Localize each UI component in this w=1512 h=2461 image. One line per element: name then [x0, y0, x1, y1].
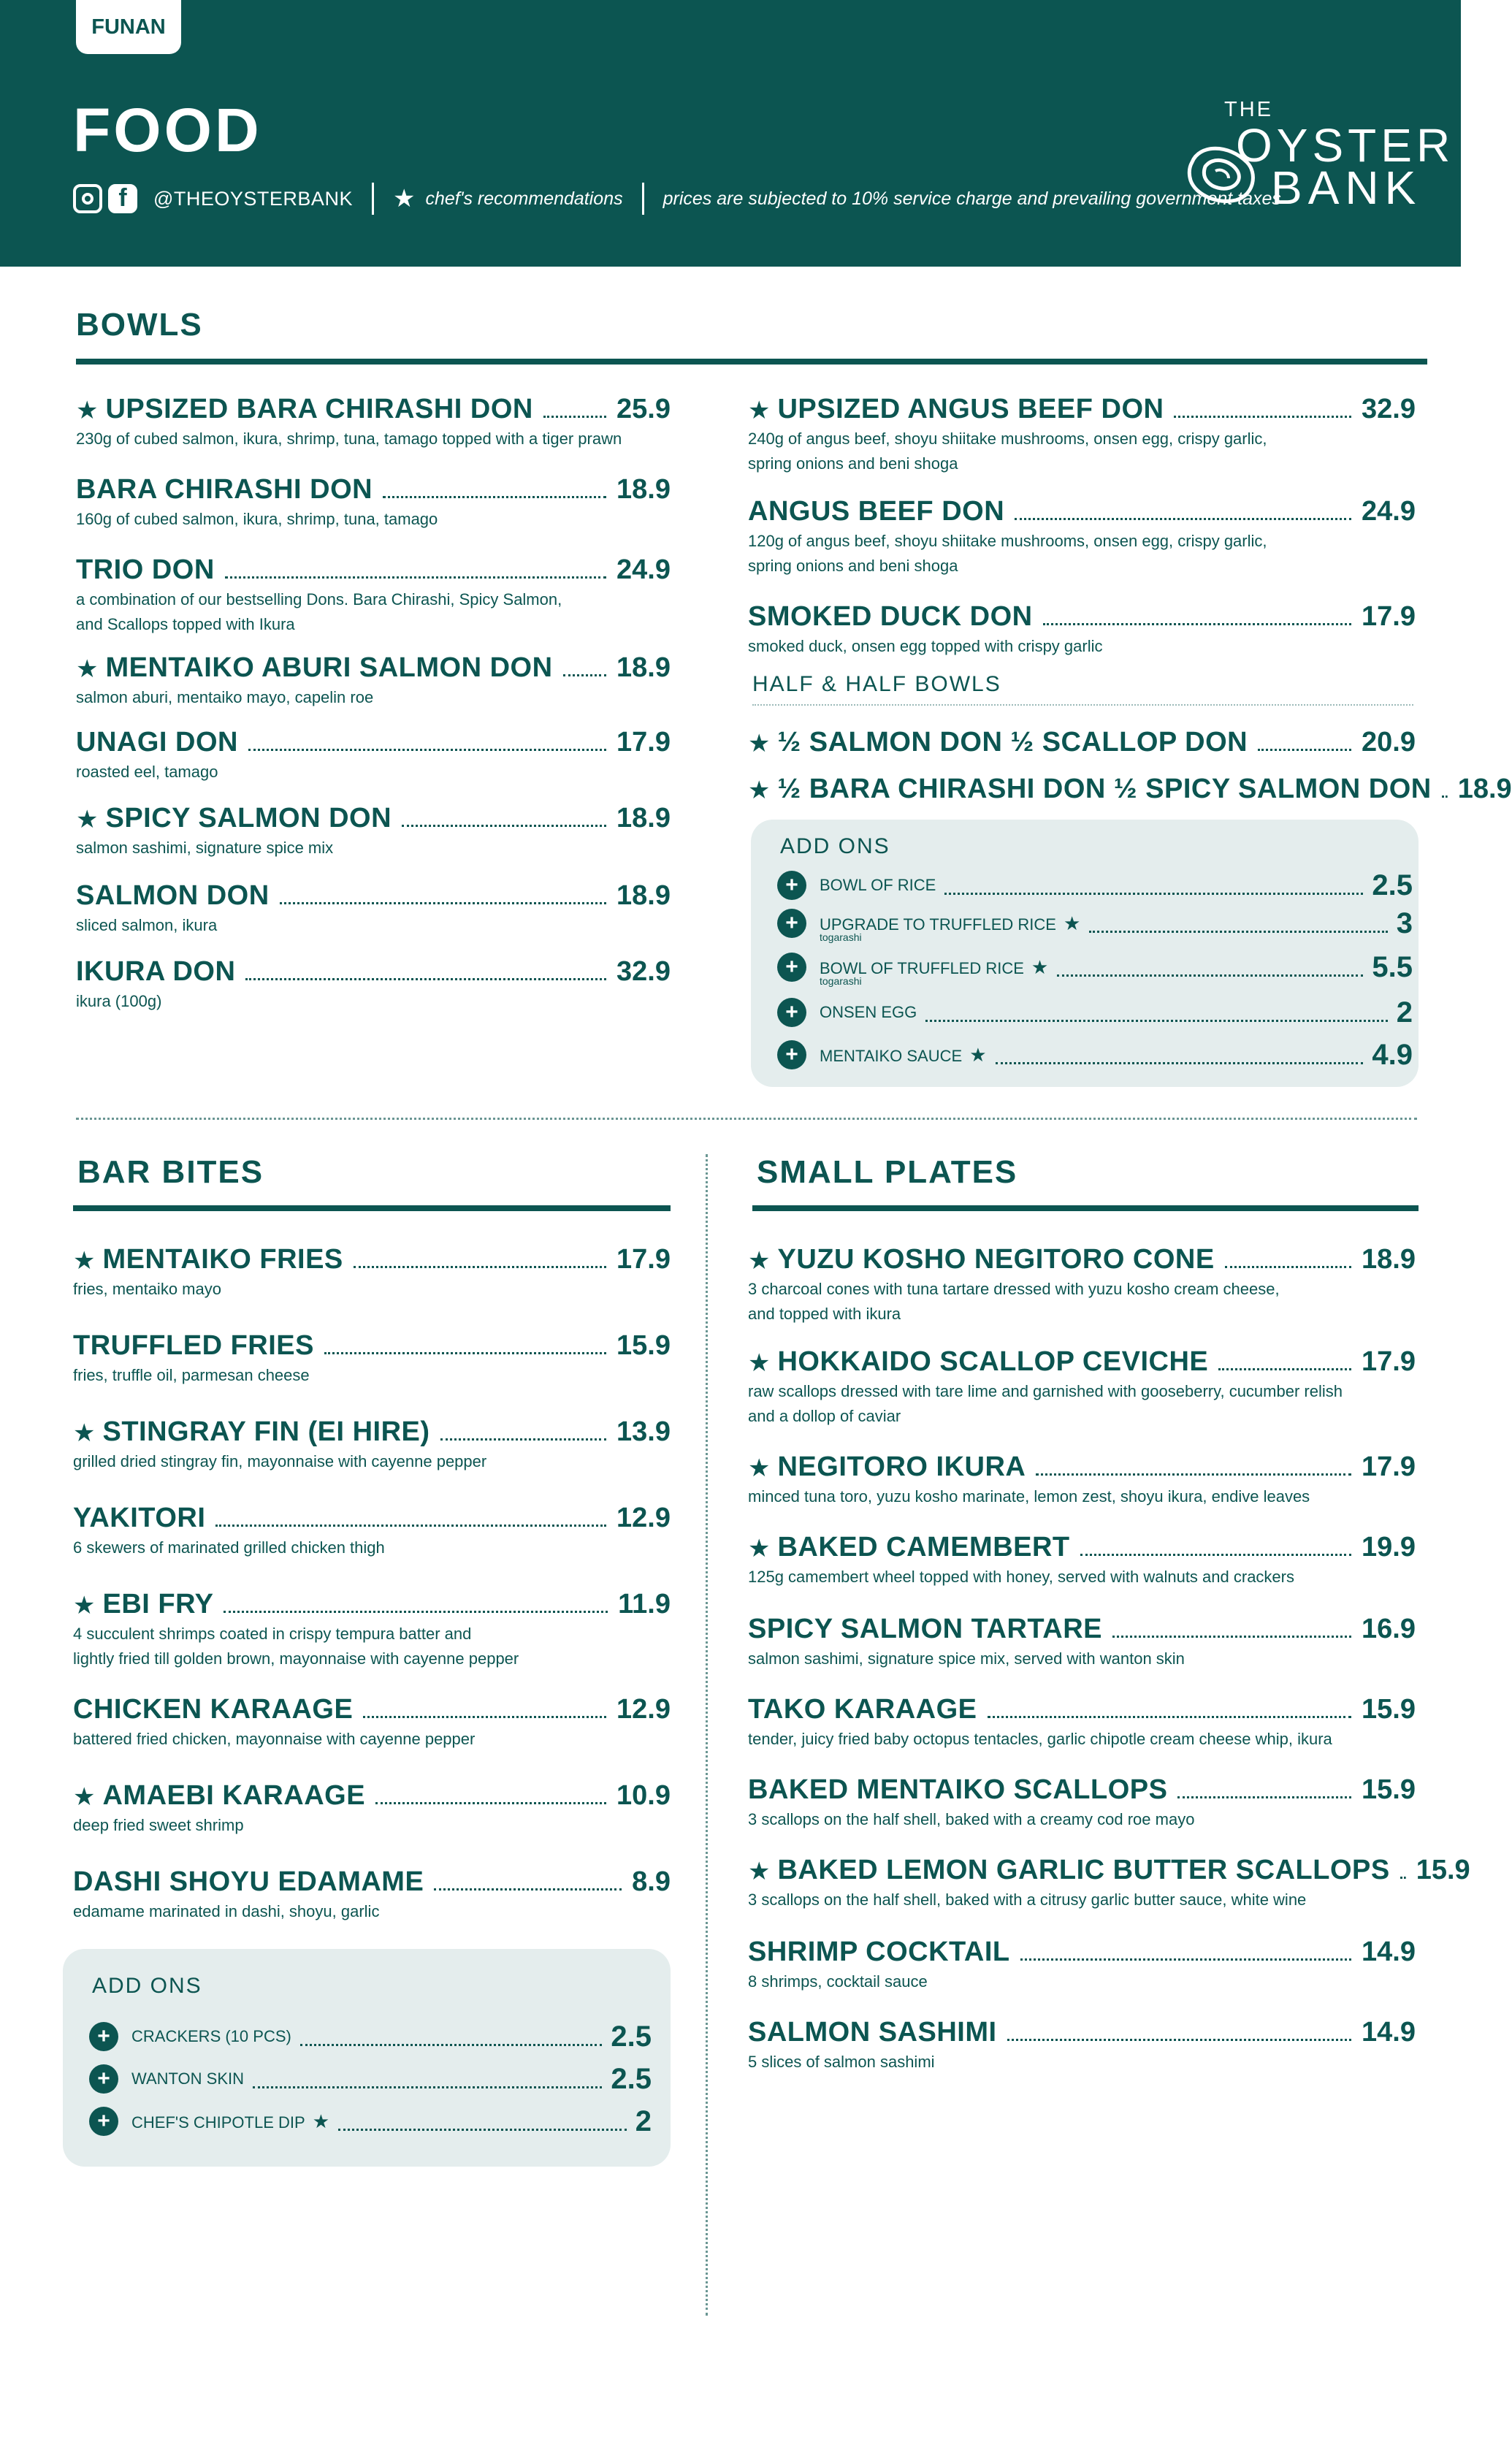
- item-price: 10.9: [616, 1780, 671, 1811]
- addon-row[interactable]: [777, 907, 1413, 943]
- item-name: UPSIZED BARA CHIRASHI DON: [105, 394, 533, 424]
- item-name: UPSIZED ANGUS BEEF DON: [777, 394, 1164, 424]
- menu-item[interactable]: [76, 720, 671, 785]
- item-desc: a combination of our bestselling Dons. Bara Chirashi, Spicy Salmon,: [76, 590, 562, 608]
- star-icon: ★: [312, 2110, 329, 2132]
- menu-item[interactable]: [73, 1687, 671, 1752]
- item-price: 17.9: [616, 1244, 671, 1275]
- item-price: 17.9: [1362, 1346, 1416, 1377]
- star-icon: ★: [748, 1535, 771, 1563]
- item-price: 12.9: [616, 1503, 671, 1533]
- addon-sub: togarashi: [820, 974, 862, 987]
- item-desc: and Scallops topped with Ikura: [76, 615, 295, 633]
- item-price: 17.9: [1362, 601, 1416, 632]
- plus-icon[interactable]: +: [89, 2107, 118, 2136]
- star-icon: ★: [76, 397, 99, 424]
- section-rule: [73, 1205, 671, 1211]
- item-desc: roasted eel, tamago: [76, 763, 218, 781]
- item-name: BAKED LEMON GARLIC BUTTER SCALLOPS: [777, 1855, 1390, 1885]
- menu-item[interactable]: [748, 1445, 1416, 1509]
- item-desc: lightly fried till golden brown, mayonnaise with cayenne pepper: [73, 1649, 519, 1668]
- item-price: 15.9: [1362, 1694, 1416, 1725]
- star-icon: ★: [748, 1247, 771, 1275]
- divider: [642, 183, 644, 215]
- item-price: 8.9: [632, 1866, 671, 1897]
- item-name: UNAGI DON: [76, 727, 238, 758]
- item-price: 14.9: [1362, 1937, 1416, 1967]
- item-desc: battered fried chicken, mayonnaise with cayenne pepper: [73, 1730, 476, 1748]
- addon-name: BOWL OF TRUFFLED RICE: [820, 958, 1024, 977]
- addons-title: ADD ONS: [92, 1974, 202, 1998]
- oyster-bank-logo: [1185, 95, 1455, 214]
- item-name: MENTAIKO ABURI SALMON DON: [105, 652, 553, 683]
- menu-item[interactable]: [76, 950, 671, 1014]
- addon-row[interactable]: [777, 1039, 1413, 1071]
- item-name: BAKED MENTAIKO SCALLOPS: [748, 1774, 1168, 1805]
- star-icon: ★: [969, 1043, 987, 1066]
- plus-icon[interactable]: +: [89, 2022, 118, 2051]
- item-desc: fries, truffle oil, parmesan cheese: [73, 1366, 310, 1384]
- star-icon: ★: [748, 1349, 771, 1377]
- item-desc: 3 charcoal cones with tuna tartare dressed with yuzu kosho cream cheese,: [748, 1280, 1280, 1298]
- addon-sub: togarashi: [820, 931, 862, 943]
- item-price: 15.9: [616, 1330, 671, 1361]
- item-desc: 240g of angus beef, shoyu shiitake mushrooms, onsen egg, crispy garlic,: [748, 430, 1267, 448]
- addon-name: MENTAIKO SAUCE: [820, 1046, 963, 1065]
- item-desc: 125g camembert wheel topped with honey, served with walnuts and crackers: [748, 1568, 1294, 1586]
- item-price: 11.9: [618, 1589, 671, 1619]
- menu-item[interactable]: [748, 1607, 1416, 1671]
- plus-icon[interactable]: +: [777, 871, 806, 900]
- addon-price: 2.5: [611, 2020, 652, 2053]
- star-icon: ★: [73, 1419, 96, 1447]
- menu-item[interactable]: [76, 548, 671, 637]
- menu-item[interactable]: [76, 468, 671, 532]
- oyster-shell-icon: [1185, 140, 1258, 206]
- star-icon: ★: [748, 777, 771, 804]
- item-price: 18.9: [616, 880, 671, 911]
- item-price: 32.9: [1362, 394, 1416, 424]
- item-price: 18.9: [616, 803, 671, 833]
- item-desc: raw scallops dressed with tare lime and garnished with gooseberry, cucumber relish: [748, 1382, 1343, 1400]
- addon-row[interactable]: [777, 869, 1413, 901]
- section-rule: [76, 359, 1427, 365]
- star-icon: ★: [73, 1783, 96, 1811]
- plus-icon[interactable]: +: [777, 998, 806, 1027]
- logo-bank: BANK: [1271, 161, 1422, 214]
- addon-row[interactable]: [89, 2063, 652, 2095]
- social-handle[interactable]: @THEOYSTERBANK: [153, 187, 353, 210]
- bar-bites-addons-box: [63, 1949, 671, 2167]
- menu-item[interactable]: [73, 1774, 671, 1838]
- page-title: FOOD: [73, 96, 262, 164]
- item-price: 12.9: [616, 1694, 671, 1725]
- item-name: SALMON SASHIMI: [748, 2017, 997, 2048]
- menu-item[interactable]: [748, 1237, 1416, 1327]
- facebook-icon[interactable]: f: [108, 184, 137, 213]
- item-name: BARA CHIRASHI DON: [76, 474, 373, 505]
- item-name: YAKITORI: [73, 1503, 206, 1533]
- addon-row[interactable]: [777, 996, 1413, 1029]
- menu-item[interactable]: [748, 1340, 1416, 1429]
- addon-price: 2.5: [1372, 869, 1413, 901]
- item-desc: spring onions and beni shoga: [748, 454, 958, 473]
- item-desc: salmon sashimi, signature spice mix: [76, 839, 334, 857]
- item-price: 32.9: [616, 956, 671, 987]
- addon-price: 2: [635, 2105, 652, 2137]
- item-price: 18.9: [616, 652, 671, 683]
- item-desc: spring onions and beni shoga: [748, 557, 958, 575]
- menu-item[interactable]: [76, 646, 671, 710]
- section-rule: [752, 1205, 1419, 1211]
- item-price: 15.9: [1416, 1855, 1470, 1885]
- star-icon: ★: [748, 397, 771, 424]
- menu-item[interactable]: [748, 1848, 1470, 1912]
- item-price: 17.9: [616, 727, 671, 758]
- menu-item[interactable]: [748, 767, 1512, 805]
- item-desc: salmon aburi, mentaiko mayo, capelin roe: [76, 688, 374, 706]
- item-desc: 6 skewers of marinated grilled chicken thigh: [73, 1538, 385, 1557]
- item-price: 13.9: [616, 1416, 671, 1447]
- star-icon: ★: [748, 730, 771, 758]
- item-desc: 4 succulent shrimps coated in crispy tempura batter and: [73, 1625, 472, 1643]
- item-name: YUZU KOSHO NEGITORO CONE: [777, 1244, 1215, 1275]
- bowls-addons-box: [751, 820, 1419, 1087]
- divider: [372, 183, 374, 215]
- menu-item[interactable]: [748, 1687, 1416, 1752]
- addon-row[interactable]: [89, 2105, 652, 2137]
- star-icon: ★: [76, 655, 99, 683]
- service-charge-note: prices are subjected to 10% service charge and prevailing government taxes: [663, 188, 1281, 209]
- addon-price: 3: [1396, 907, 1413, 939]
- plus-icon[interactable]: +: [777, 1040, 806, 1069]
- header-info-row: [73, 183, 1281, 215]
- star-icon: ★: [73, 1592, 96, 1619]
- item-price: 20.9: [1362, 727, 1416, 758]
- item-price: 18.9: [1362, 1244, 1416, 1275]
- menu-item[interactable]: [748, 1930, 1416, 1994]
- menu-item[interactable]: [748, 2010, 1416, 2075]
- addon-name: CRACKERS (10 PCS): [131, 2027, 291, 2045]
- item-desc: 120g of angus beef, shoyu shiitake mushrooms, onsen egg, crispy garlic,: [748, 532, 1267, 550]
- item-desc: salmon sashimi, signature spice mix, served with wanton skin: [748, 1649, 1185, 1668]
- item-desc: smoked duck, onsen egg topped with crispy garlic: [748, 637, 1103, 655]
- item-name: ANGUS BEEF DON: [748, 496, 1005, 527]
- item-desc: tender, juicy fried baby octopus tentacles, garlic chipotle cream cheese whip, ikura: [748, 1730, 1332, 1748]
- star-icon: ★: [73, 1247, 96, 1275]
- item-name: TAKO KARAAGE: [748, 1694, 977, 1725]
- item-name: DASHI SHOYU EDAMAME: [73, 1866, 424, 1897]
- addon-name: UPGRADE TO TRUFFLED RICE: [820, 915, 1056, 934]
- item-desc: 8 shrimps, cocktail sauce: [748, 1972, 928, 1991]
- item-price: 15.9: [1362, 1774, 1416, 1805]
- item-name: EBI FRY: [102, 1589, 214, 1619]
- menu-item[interactable]: [748, 720, 1416, 758]
- star-icon: ★: [1031, 955, 1049, 978]
- half-half-heading: HALF & HALF BOWLS: [752, 672, 1413, 706]
- star-icon: ★: [748, 1454, 771, 1482]
- item-name: MENTAIKO FRIES: [102, 1244, 343, 1275]
- logo-the: THE: [1224, 98, 1273, 121]
- addon-price: 4.9: [1372, 1038, 1413, 1071]
- menu-item[interactable]: [73, 1582, 671, 1671]
- addon-row[interactable]: [777, 950, 1413, 987]
- item-desc: 160g of cubed salmon, ikura, shrimp, tuna, tamago: [76, 510, 438, 528]
- menu-item[interactable]: [748, 489, 1416, 579]
- logo-oyster: OYSTER: [1236, 119, 1455, 172]
- addon-name: BOWL OF RICE: [820, 876, 936, 894]
- star-icon: ★: [392, 185, 416, 213]
- item-desc: sliced salmon, ikura: [76, 916, 218, 934]
- item-desc: 230g of cubed salmon, ikura, shrimp, tuna, tamago topped with a tiger prawn: [76, 430, 622, 448]
- item-desc: deep fried sweet shrimp: [73, 1816, 244, 1834]
- item-name: STINGRAY FIN (EI HIRE): [102, 1416, 430, 1447]
- menu-item[interactable]: [748, 387, 1416, 476]
- item-desc: 3 scallops on the half shell, baked with a creamy cod roe mayo: [748, 1810, 1195, 1828]
- item-name: SPICY SALMON TARTARE: [748, 1614, 1103, 1644]
- star-icon: ★: [1063, 912, 1081, 934]
- addon-name: ONSEN EGG: [820, 1003, 917, 1021]
- column-divider: [706, 1154, 708, 2316]
- item-price: 18.9: [1457, 774, 1512, 804]
- plus-icon[interactable]: +: [89, 2064, 118, 2094]
- item-price: 25.9: [616, 394, 671, 424]
- addon-name: WANTON SKIN: [131, 2069, 245, 2088]
- item-desc: fries, mentaiko mayo: [73, 1280, 221, 1298]
- item-name: NEGITORO IKURA: [777, 1451, 1026, 1482]
- instagram-icon[interactable]: [73, 184, 102, 213]
- addons-title: ADD ONS: [780, 834, 890, 858]
- item-name: TRUFFLED FRIES: [73, 1330, 314, 1361]
- section-title-bar-bites: BAR BITES: [77, 1154, 264, 1190]
- star-icon: ★: [76, 806, 99, 833]
- addon-price: 2.5: [611, 2062, 652, 2095]
- item-name: SALMON DON: [76, 880, 270, 911]
- item-name: AMAEBI KARAAGE: [102, 1780, 366, 1811]
- item-name: BAKED CAMEMBERT: [777, 1532, 1070, 1563]
- menu-item[interactable]: [73, 1410, 671, 1474]
- menu-item[interactable]: [73, 1860, 671, 1924]
- item-price: 24.9: [1362, 496, 1416, 527]
- section-divider: [76, 1118, 1417, 1120]
- item-price: 16.9: [1362, 1614, 1416, 1644]
- menu-item[interactable]: [76, 874, 671, 938]
- item-price: 19.9: [1362, 1532, 1416, 1563]
- item-price: 14.9: [1362, 2017, 1416, 2048]
- item-price: 24.9: [616, 554, 671, 585]
- section-title-small-plates: SMALL PLATES: [757, 1154, 1018, 1190]
- menu-item[interactable]: [748, 1768, 1416, 1832]
- menu-item[interactable]: [748, 595, 1416, 659]
- addon-name: CHEF'S CHIPOTLE DIP: [131, 2113, 305, 2132]
- item-desc: and topped with ikura: [748, 1305, 901, 1323]
- item-price: 17.9: [1362, 1451, 1416, 1482]
- item-desc: 5 slices of salmon sashimi: [748, 2053, 935, 2071]
- item-name: HOKKAIDO SCALLOP CEVICHE: [777, 1346, 1209, 1377]
- legend-text: chef's recommendations: [425, 188, 623, 209]
- item-desc: edamame marinated in dashi, shoyu, garlic: [73, 1902, 380, 1920]
- item-desc: grilled dried stingray fin, mayonnaise with cayenne pepper: [73, 1452, 487, 1470]
- addon-price: 5.5: [1372, 950, 1413, 983]
- item-price: 18.9: [616, 474, 671, 505]
- section-title-bowls: BOWLS: [76, 307, 203, 343]
- menu-item[interactable]: [76, 387, 671, 451]
- menu-item[interactable]: [76, 796, 671, 861]
- item-desc: minced tuna toro, yuzu kosho marinate, lemon zest, shoyu ikura, endive leaves: [748, 1487, 1310, 1506]
- menu-item[interactable]: [73, 1496, 671, 1560]
- menu-item[interactable]: [73, 1324, 671, 1388]
- item-name: ½ BARA CHIRASHI DON ½ SPICY SALMON DON: [777, 774, 1432, 804]
- item-name: TRIO DON: [76, 554, 215, 585]
- star-icon: ★: [748, 1858, 771, 1885]
- header-banner: [0, 0, 1461, 267]
- item-name: CHICKEN KARAAGE: [73, 1694, 354, 1725]
- item-desc: and a dollop of caviar: [748, 1407, 901, 1425]
- menu-item[interactable]: [73, 1237, 671, 1302]
- plus-icon[interactable]: +: [777, 953, 806, 982]
- item-name: SHRIMP COCKTAIL: [748, 1937, 1010, 1967]
- location-tag[interactable]: FUNAN: [76, 0, 181, 54]
- item-name: SMOKED DUCK DON: [748, 601, 1033, 632]
- plus-icon[interactable]: +: [777, 909, 806, 938]
- menu-item[interactable]: [748, 1525, 1416, 1590]
- item-name: IKURA DON: [76, 956, 236, 987]
- item-desc: 3 scallops on the half shell, baked with a citrusy garlic butter sauce, white wine: [748, 1890, 1307, 1909]
- addon-price: 2: [1396, 996, 1413, 1029]
- item-name: SPICY SALMON DON: [105, 803, 392, 833]
- addon-row[interactable]: [89, 2021, 652, 2053]
- item-name: ½ SALMON DON ½ SCALLOP DON: [777, 727, 1248, 758]
- item-desc: ikura (100g): [76, 992, 162, 1010]
